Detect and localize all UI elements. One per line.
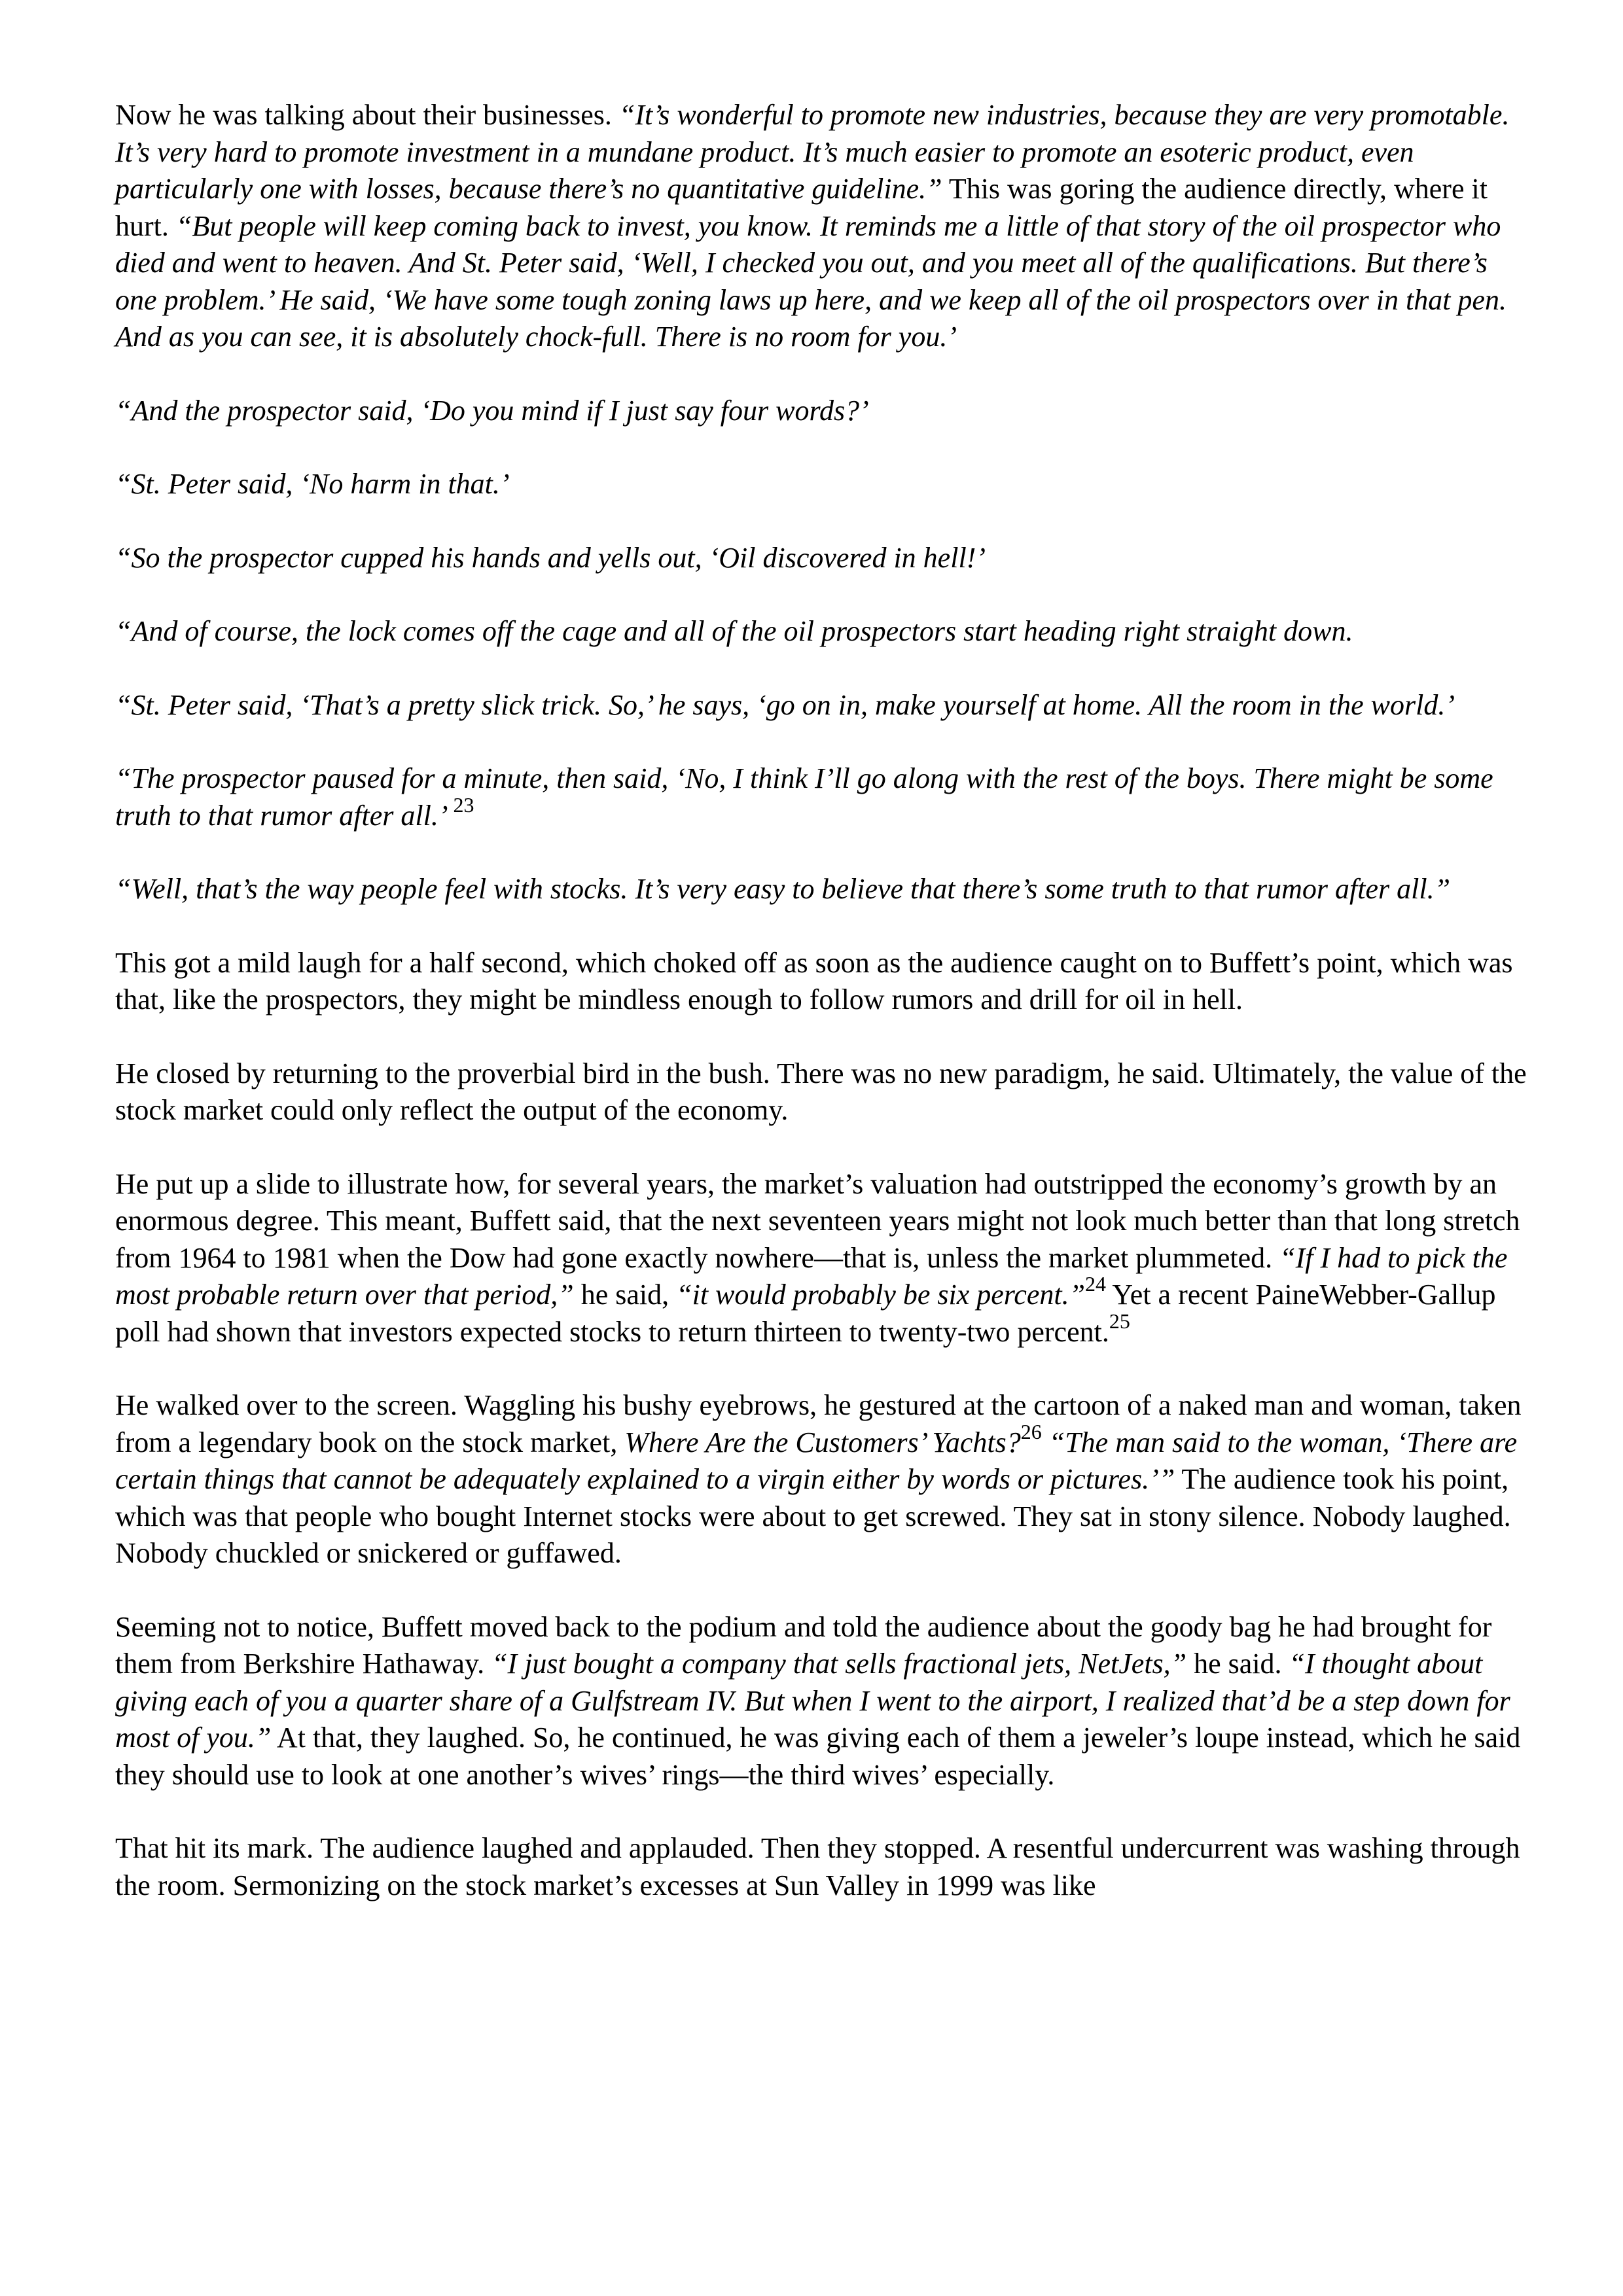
quote-run: “I just bought a company that sells fractional jets, NetJets,”	[491, 1648, 1187, 1680]
quote-run: “It’s wonderful to promote new industries, because they are very promotable. It’s very hard to promote investment in a mundane product. It’s much easier to promote an esoteric product, even particularly one with losses, because there’s no quantitative guideline.”	[115, 99, 1510, 205]
quote-run: “The prospector paused for a minute, then said, ‘No, I think I’ll go along with the rest of the boys. There might be some truth to that rumor after all.’	[115, 762, 1493, 832]
quote-run: “The man said to the woman, ‘There are certain things that cannot be adequately explained to a virgin either by words or pictures.’”	[115, 1426, 1518, 1495]
quote-run: “St. Peter said, ‘No harm in that.’	[115, 468, 510, 500]
paragraph	[115, 466, 1529, 503]
text-run: That hit its mark. The audience laughed and applauded. Then they stopped. A resentful undercurrent was washing through the room. Sermonizing on the stock market’s excesses at Sun Valley in 1999 was like	[115, 1832, 1520, 1901]
footnote-ref[interactable]: 25	[1109, 1309, 1130, 1333]
paragraph	[115, 540, 1529, 577]
quote-run: “And of course, the lock comes off the cage and all of the oil prospectors start heading right straight down.	[115, 615, 1353, 647]
paragraph	[115, 687, 1529, 724]
footnote-ref[interactable]: 23	[448, 792, 474, 817]
text-run	[1042, 1426, 1049, 1458]
text-run: At that, they laughed. So, he continued, he was giving each of them a jeweler’s loupe instead, which he said they should use to look at one another’s wives’ rings—the third wives’ especially.	[115, 1722, 1521, 1791]
text-run: He walked over to the screen. Waggling his bushy eyebrows, he gestured at the cartoon of a naked man and woman, taken from a legendary book on the stock market,	[115, 1389, 1522, 1458]
page-body	[115, 97, 1529, 1941]
quote-run: “So the prospector cupped his hands and yells out, ‘Oil discovered in hell!’	[115, 541, 986, 574]
text-run: He closed by returning to the proverbial bird in the bush. There was no new paradigm, he said. Ultimately, the value of the stock market could only reflect the output of the economy.	[115, 1057, 1527, 1126]
text-run: The audience took his point, which was that people who bought Internet stocks were about to get screwed. They sat in stony silence. Nobody laughed. Nobody chuckled or snickered or guffawed.	[115, 1463, 1511, 1569]
paragraph	[115, 1387, 1529, 1572]
paragraph	[115, 1609, 1529, 1794]
text-run: he said.	[1186, 1648, 1289, 1680]
paragraph	[115, 871, 1529, 908]
text-run: This was goring the audience directly, where it hurt.	[115, 173, 1488, 242]
footnote-ref[interactable]: 26	[1020, 1419, 1042, 1443]
paragraph	[115, 97, 1529, 356]
footnote-ref[interactable]: 24	[1085, 1272, 1107, 1296]
quote-run: “I thought about giving each of you a quarter share of a Gulfstream IV. But when I went to the airport, I realized that’d be a step down for most of you.”	[115, 1648, 1510, 1754]
text-run: He put up a slide to illustrate how, for several years, the market’s valuation had outstripped the economy’s growth by an enormous degree. This meant, Buffett said, that the next seventeen years might not look much better than that long stretch from 1964 to 1981 when the Dow had gone exactly nowhere—that is, unless the market plummeted.	[115, 1167, 1520, 1274]
quote-run: “St. Peter said, ‘That’s a pretty slick trick. So,’ he says, ‘go on in, make yourself at home. All the room in the world.’	[115, 688, 1455, 721]
quote-run: “Well, that’s the way people feel with stocks. It’s very easy to believe that there’s some truth to that rumor after all.”	[115, 873, 1451, 905]
paragraph	[115, 1166, 1529, 1351]
paragraph	[115, 1055, 1529, 1129]
text-run: This got a mild laugh for a half second, which choked off as soon as the audience caught on to Buffett’s point, which was that, like the prospectors, they might be mindless enough to follow rumors and drill for oil in hell.	[115, 946, 1513, 1016]
book-title: Where Are the Customers’ Yachts?	[624, 1426, 1021, 1458]
text-run: Now he was talking about their businesses.	[115, 99, 619, 131]
quote-run: “But people will keep coming back to invest, you know. It reminds me a little of that story of the oil prospector who died and went to heaven. And St. Peter said, ‘Well, I checked you out, and you meet all of the qualifications. But there’s one problem.’ He said, ‘We have some tough zoning laws up here, and we keep all of the oil prospectors over in that pen. And as you can see, it is absolutely chock-full. There is no room for you.’	[115, 209, 1507, 353]
quote-run: “And the prospector said, ‘Do you mind if I just say four words?’	[115, 394, 869, 427]
text-run: Seeming not to notice, Buffett moved back to the podium and told the audience about the goody bag he had brought for them from Berkshire Hathaway.	[115, 1610, 1492, 1680]
paragraph	[115, 613, 1529, 650]
quote-run: “If I had to pick the most probable return over that period,”	[115, 1241, 1508, 1311]
paragraph	[115, 393, 1529, 430]
text-run: Yet a recent PaineWebber-Gallup poll had shown that investors expected stocks to return thirteen to twenty-two percent.	[115, 1279, 1496, 1348]
paragraph	[115, 945, 1529, 1019]
paragraph	[115, 1830, 1529, 1904]
text-run: he said,	[573, 1279, 677, 1311]
paragraph	[115, 760, 1529, 834]
quote-run: “it would probably be six percent.”	[676, 1279, 1086, 1311]
